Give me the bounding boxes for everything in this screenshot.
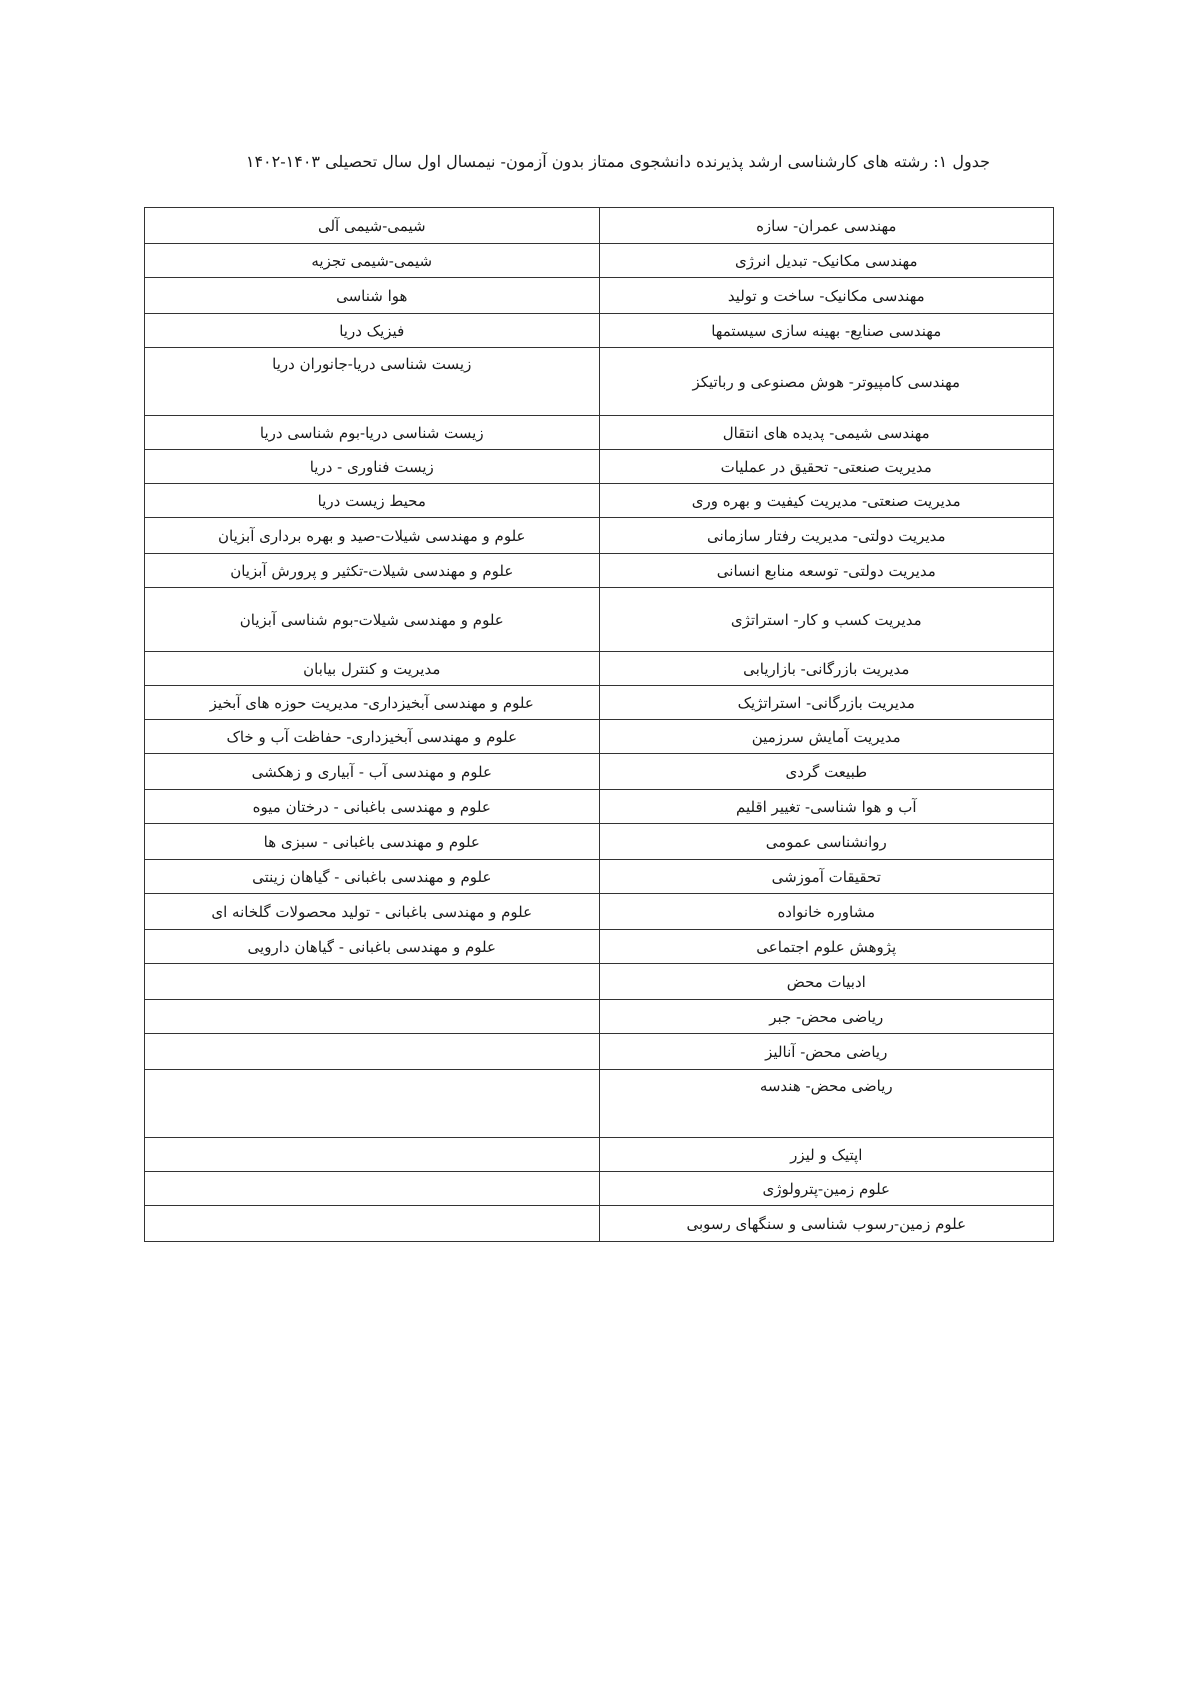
table-row xyxy=(145,1206,1054,1242)
program-cell-right: مهندسی مکانیک- ساخت و تولید xyxy=(599,278,1054,314)
program-cell-right: ریاضی محض- هندسه xyxy=(599,1070,1054,1138)
program-cell-right: مدیریت صنعتی- تحقیق در عملیات xyxy=(599,450,1054,484)
program-cell-right: مهندسی کامپیوتر- هوش مصنوعی و رباتیکز xyxy=(599,348,1054,416)
program-cell-right: ریاضی محض- جبر xyxy=(599,1000,1054,1034)
program-cell-left xyxy=(145,964,600,1000)
table-row xyxy=(145,824,1054,860)
program-cell-left xyxy=(145,1172,600,1206)
program-cell-left xyxy=(145,1034,600,1070)
program-cell-left: علوم و مهندسی باغبانی - گیاهان زینتی xyxy=(145,860,600,894)
program-cell-right: ادبیات محض xyxy=(599,964,1054,1000)
program-cell-left: شیمی-شیمی آلی xyxy=(145,208,600,244)
program-cell-left xyxy=(145,1138,600,1172)
table-row xyxy=(145,416,1054,450)
program-cell-right: ریاضی محض- آنالیز xyxy=(599,1034,1054,1070)
programs-table xyxy=(144,207,1054,1242)
program-cell-left: هوا شناسی xyxy=(145,278,600,314)
table-row xyxy=(145,964,1054,1000)
table-row xyxy=(145,1172,1054,1206)
program-cell-right: پژوهش علوم اجتماعی xyxy=(599,930,1054,964)
program-cell-right: مهندسی شیمی- پدیده های انتقال xyxy=(599,416,1054,450)
table-row xyxy=(145,1070,1054,1138)
program-cell-right: مشاوره خانواده xyxy=(599,894,1054,930)
table-row xyxy=(145,278,1054,314)
program-cell-left: علوم و مهندسی آب - آبیاری و زهکشی xyxy=(145,754,600,790)
program-cell-right: مدیریت دولتی- مدیریت رفتار سازمانی xyxy=(599,518,1054,554)
table-row xyxy=(145,652,1054,686)
page-title: جدول ۱: رشته های کارشناسی ارشد پذیرنده دانشجوی ممتاز بدون آزمون- نیمسال اول سال تحصیلی ۱۴۰۳-۱۴۰۲ xyxy=(245,152,990,171)
table-row xyxy=(145,208,1054,244)
program-cell-left: علوم و مهندسی شیلات-بوم شناسی آبزیان xyxy=(145,588,600,652)
program-cell-left: علوم و مهندسی شیلات-تکثیر و پرورش آبزیان xyxy=(145,554,600,588)
program-cell-right: مدیریت کسب و کار- استراتژی xyxy=(599,588,1054,652)
program-cell-left: علوم و مهندسی شیلات-صید و بهره برداری آبزیان xyxy=(145,518,600,554)
program-cell-left xyxy=(145,1000,600,1034)
table-row xyxy=(145,450,1054,484)
program-cell-left: زیست فناوری - دریا xyxy=(145,450,600,484)
table-row xyxy=(145,314,1054,348)
program-cell-right: علوم زمین-رسوب شناسی و سنگهای رسوبی xyxy=(599,1206,1054,1242)
table-row xyxy=(145,860,1054,894)
program-cell-left: علوم و مهندسی آبخیزداری- مدیریت حوزه های آبخیز xyxy=(145,686,600,720)
program-cell-right: مدیریت آمایش سرزمین xyxy=(599,720,1054,754)
program-cell-right: اپتیک و لیزر xyxy=(599,1138,1054,1172)
table-row xyxy=(145,588,1054,652)
program-cell-left: شیمی-شیمی تجزیه xyxy=(145,244,600,278)
program-cell-right: روانشناسی عمومی xyxy=(599,824,1054,860)
table-row xyxy=(145,244,1054,278)
program-cell-right: مدیریت بازرگانی- بازاریابی xyxy=(599,652,1054,686)
program-cell-right: مدیریت صنعتی- مدیریت کیفیت و بهره وری xyxy=(599,484,1054,518)
program-cell-right: مهندسی عمران- سازه xyxy=(599,208,1054,244)
table-row xyxy=(145,1000,1054,1034)
program-cell-left: زیست شناسی دریا-جانوران دریا xyxy=(145,348,600,416)
table-row xyxy=(145,1138,1054,1172)
program-cell-left: علوم و مهندسی باغبانی - گیاهان دارویی xyxy=(145,930,600,964)
program-cell-left: علوم و مهندسی باغبانی - سبزی ها xyxy=(145,824,600,860)
program-cell-right: طبیعت گردی xyxy=(599,754,1054,790)
program-cell-left: فیزیک دریا xyxy=(145,314,600,348)
table-row xyxy=(145,1034,1054,1070)
program-cell-right: مدیریت دولتی- توسعه منابع انسانی xyxy=(599,554,1054,588)
table-row xyxy=(145,720,1054,754)
program-cell-right: آب و هوا شناسی- تغییر اقلیم xyxy=(599,790,1054,824)
table-row xyxy=(145,754,1054,790)
program-cell-right: علوم زمین-پترولوژی xyxy=(599,1172,1054,1206)
table-row xyxy=(145,484,1054,518)
table-row xyxy=(145,518,1054,554)
table-row xyxy=(145,894,1054,930)
program-cell-right: تحقیقات آموزشی xyxy=(599,860,1054,894)
table-row xyxy=(145,930,1054,964)
program-cell-left: علوم و مهندسی آبخیزداری- حفاظت آب و خاک xyxy=(145,720,600,754)
program-cell-left: محیط زیست دریا xyxy=(145,484,600,518)
programs-table-body xyxy=(145,208,1054,1242)
program-cell-left xyxy=(145,1070,600,1138)
program-cell-left xyxy=(145,1206,600,1242)
table-row xyxy=(145,348,1054,416)
table-row xyxy=(145,790,1054,824)
program-cell-left: علوم و مهندسی باغبانی - تولید محصولات گلخانه ای xyxy=(145,894,600,930)
program-cell-left: علوم و مهندسی باغبانی - درختان میوه xyxy=(145,790,600,824)
program-cell-left: زیست شناسی دریا-بوم شناسی دریا xyxy=(145,416,600,450)
program-cell-left: مدیریت و کنترل بیابان xyxy=(145,652,600,686)
program-cell-right: مدیریت بازرگانی- استراتژیک xyxy=(599,686,1054,720)
table-row xyxy=(145,686,1054,720)
program-cell-right: مهندسی صنایع- بهینه سازی سیستمها xyxy=(599,314,1054,348)
table-row xyxy=(145,554,1054,588)
program-cell-right: مهندسی مکانیک- تبدیل انرژی xyxy=(599,244,1054,278)
